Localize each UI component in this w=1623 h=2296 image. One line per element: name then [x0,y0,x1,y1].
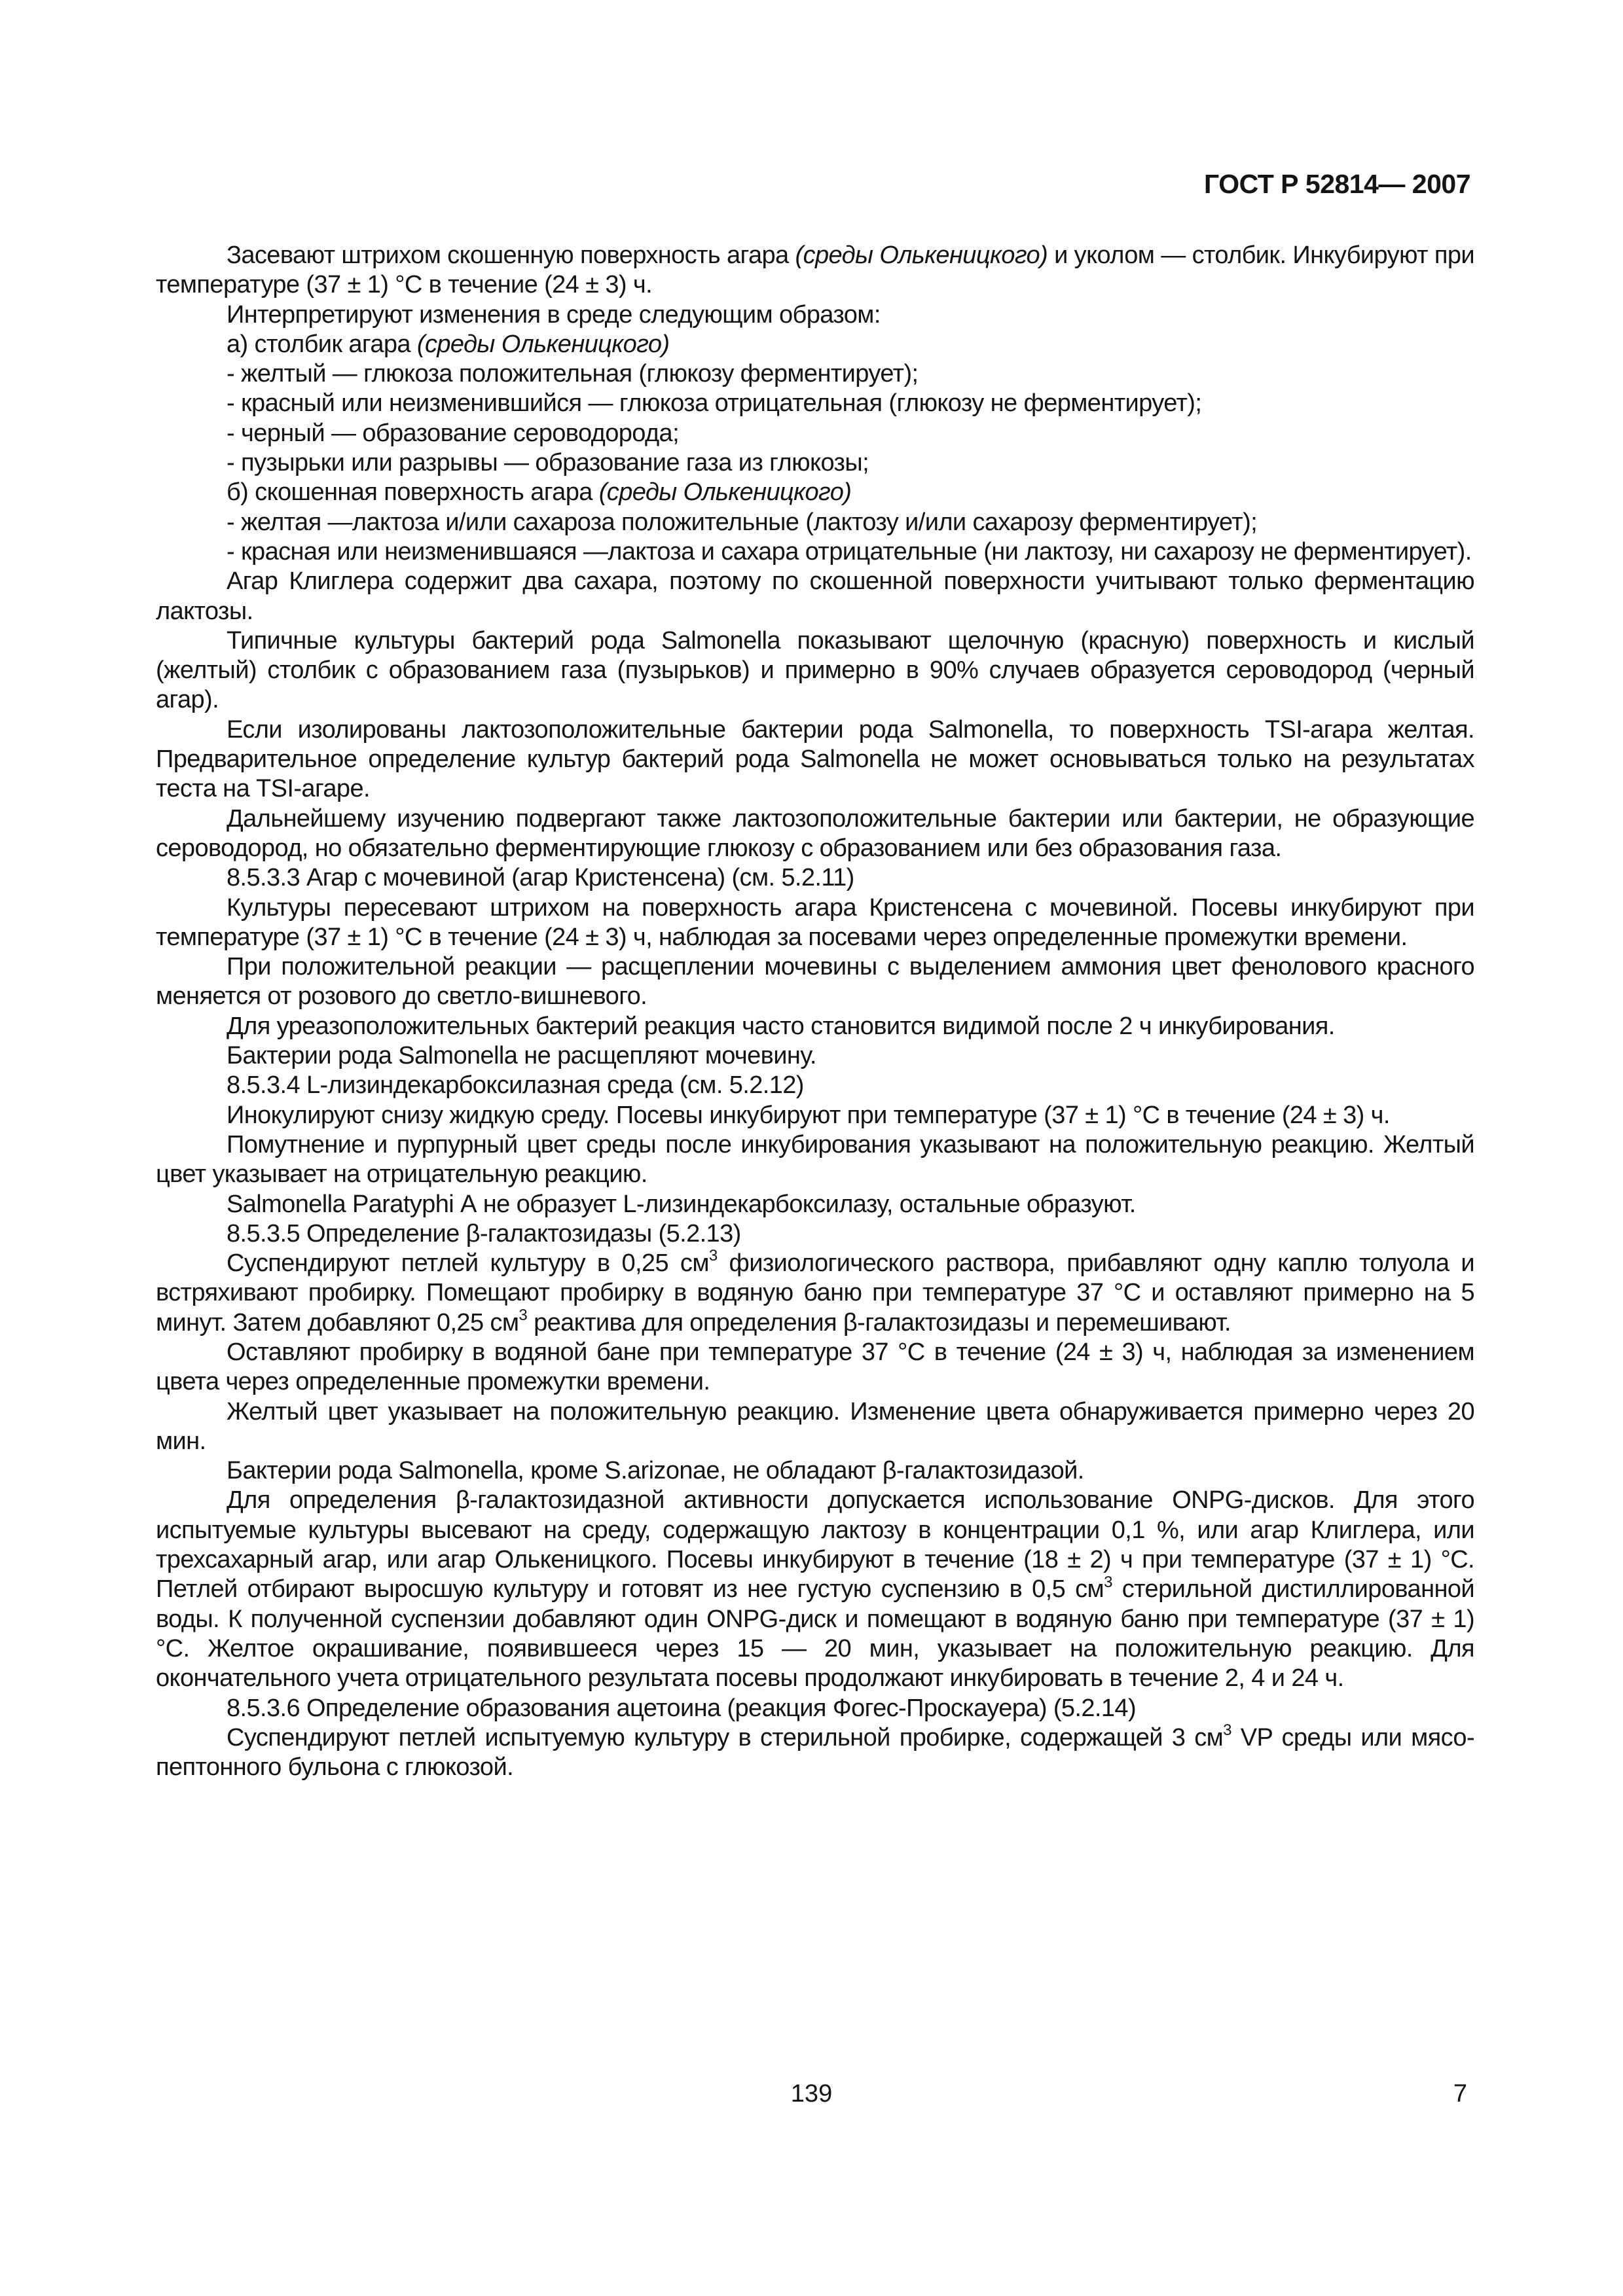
paragraph: Агар Клиглера содержит два сахара, поэтому по скошенной поверхности учитывают только ферментацию лактозы. [156,567,1474,625]
paragraph: Для определения β-галактозидазной активности допускается использование ONPG-дисков. Для этого испытуемые культуры высевают на среду, содержащую лактозу в концентрации 0,1 %, или агар Клиглера, или трехсахарный агар, или агар Олькеницкого. Посевы инкубируют в течение (18 ± 2) ч при температуре (37 ± 1) °С. Петлей отбирают выросшую культуру и готовят из нее густую суспензию в 0,5 $см^3$ стерильной дистиллированной воды. К полученной суспензии добавляют один ONPG-диск и помещают в водяную баню при температуре (37 ± 1) °С. Желтое окрашивание, появившееся через 15 — 20 мин, указывает на положительную реакцию. Для окончательного учета отрицательного результата посевы продолжают инкубировать в течение 2, 4 и 24 ч. [156,1486,1475,1693]
paragraph: Оставляют пробирку в водяной бане при температуре 37 °С в течение (24 ± 3) ч, наблюдая за изменением цвета через определенные промежутки времени. [156,1338,1474,1396]
document-body [156,241,1474,1782]
standard-designation: ГОСТ Р 52814— 2007 [1204,169,1470,199]
paragraph: Salmonella Paratyphi А не образует L-лизиндекарбоксилазу, остальные образуют. [227,1190,1136,1218]
list-item: - красная или неизменившаяся —лактоза и сахара отрицательные (ни лактозу, ни сахарозу не ферментирует). [227,537,1472,565]
paragraph: Бактерии рода Salmonella, кроме S.arizonae, не обладают β-галактозидазой. [227,1457,1084,1485]
paragraph: Суспендируют петлей испытуемую культуру в стерильной пробирке, содержащей 3 $см^3$ VP среды или мясо-пептонного бульона с глюкозой. [156,1721,1474,1782]
list-item: б) скошенная поверхность агара (среды Олькеницкого) [227,478,852,507]
paragraph: Если изолированы лактозоположительные бактерии рода Salmonella, то поверхность TSI-агара желтая. Предварительное определение культур бактерий рода Salmonella не может основываться только на результатах теста на TSI-агаре. [156,715,1474,803]
list-item: - черный — образование сероводорода; [227,419,680,447]
list-item: - желтый — глюкоза положительная (глюкозу ферментирует); [227,360,919,388]
section-heading: 8.5.3.4 L-лизиндекарбоксилазная среда (см. 5.2.12) [227,1071,804,1100]
paragraph: Желтый цвет указывает на положительную реакцию. Изменение цвета обнаруживается примерно через 20 мин. [156,1397,1474,1455]
paragraph: Типичные культуры бактерий рода Salmonella показывают щелочную (красную) поверхность и кислый (желтый) столбик с образованием газа (пузырьков) и примерно в 90% случаев образуется сероводород (черный агар). [156,626,1474,714]
paragraph: Интерпретируют изменения в среде следующим образом: [227,300,881,329]
paragraph: Бактерии рода Salmonella не расщепляют мочевину. [227,1042,816,1070]
section-heading: 8.5.3.3 Агар с мочевиной (агар Кристенсена) (см. 5.2.11) [227,864,854,892]
paragraph: Суспендируют петлей культуру в 0,25 $см^3$ физиологического раствора, прибавляют одну каплю толуола и встряхивают пробирку. Помещают пробирку в водяную баню при температуре 37 °С и оставляют примерно на 5 минут. Затем добавляют 0,25 $см^3$ реактива для определения β-галактозидазы и перемешивают. [156,1247,1475,1336]
paragraph: Инокулируют снизу жидкую среду. Посевы инкубируют при температуре (37 ± 1) °С в течение (24 ± 3) ч. [227,1101,1390,1129]
list-item: - красный или неизменившийся — глюкоза отрицательная (глюкозу не ферментирует); [227,389,1202,418]
list-item: - пузырьки или разрывы — образование газа из глюкозы; [227,449,869,477]
list-item: а) столбик агара (среды Олькеницкого) [227,330,670,358]
section-heading: 8.5.3.6 Определение образования ацетоина (реакция Фогес-Проскауера) (5.2.14) [227,1694,1136,1722]
page-number: 7 [1453,2080,1467,2108]
sheet-number: 139 [790,2080,833,2108]
paragraph: Для уреазоположительных бактерий реакция часто становится видимой после 2 ч инкубирования. [227,1012,1335,1040]
paragraph: Помутнение и пурпурный цвет среды после инкубирования указывают на положительную реакцию. Желтый цвет указывает на отрицательную реакцию. [156,1130,1474,1189]
paragraph: При положительной реакции — расщеплении мочевины с выделением аммония цвет фенолового красного меняется от розового до светло-вишневого. [156,953,1474,1011]
section-heading: 8.5.3.5 Определение β-галактозидазы (5.2.13) [227,1219,741,1247]
paragraph: Культуры пересевают штрихом на поверхность агара Кристенсена с мочевиной. Посевы инкубируют при температуре (37 ± 1) °С в течение (24 ± 3) ч, наблюдая за посевами через определенные промежутки времени. [156,893,1474,951]
list-item: - желтая —лактоза и/или сахароза положительные (лактозу и/или сахарозу ферментирует); [227,508,1258,536]
paragraph: Дальнейшему изучению подвергают также лактозоположительные бактерии или бактерии, не образующие сероводород, но обязательно ферментирующие глюкозу с образованием или без образования газа. [156,804,1474,862]
paragraph: Засевают штрихом скошенную поверхность агара (среды Олькеницкого) и уколом — столбик. Инкубируют при температуре (37 ± 1) °С в течение (24 ± 3) ч. [156,242,1475,299]
